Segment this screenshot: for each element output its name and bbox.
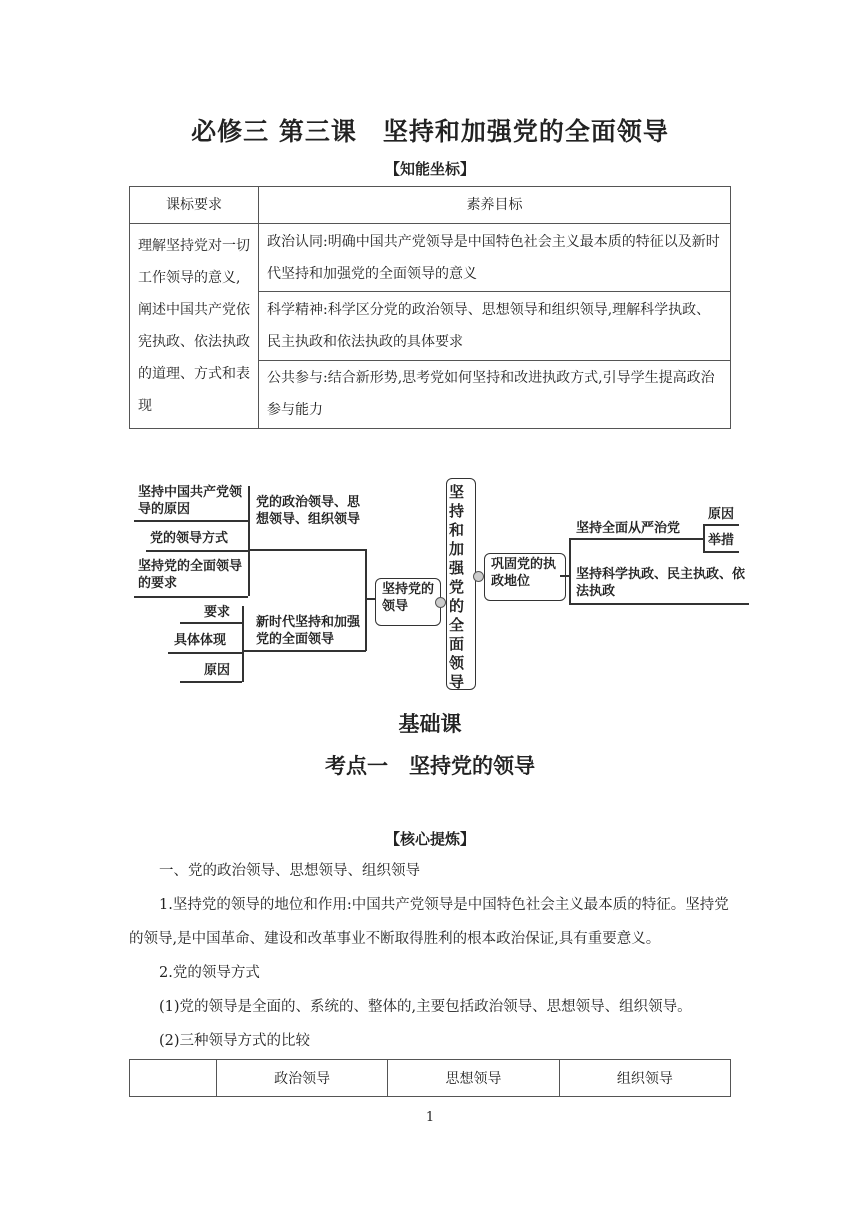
mm-item-measures: 举措 [708, 533, 735, 548]
goal-science: 科学精神:科学区分党的政治领导、思想领导和组织领导,理解科学执政、民主执政和依法执政的具体要求 [259, 292, 731, 360]
requirement-cell: 理解坚持党对一切工作领导的意义,阐述中国共产党依宪执政、依法执政的道理、方式和表现 [130, 224, 259, 429]
mm-sub-new-era: 新时代坚持和加强党的全面领导 [256, 615, 361, 647]
page-title: 必修三 第三课 坚持和加强党的全面领导 [191, 117, 669, 146]
objectives-table [129, 186, 731, 429]
page-number: 1 [425, 1110, 435, 1125]
para-heading-1: 一、党的政治领导、思想领导、组织领导 [159, 863, 420, 879]
mm-sub-scientific-governance: 坚持科学执政、民主执政、依法执政 [576, 567, 746, 599]
mm-item-reason2: 原因 [204, 663, 231, 678]
col-header-goals: 素养目标 [259, 187, 731, 224]
compare-table [129, 1059, 731, 1097]
compare-header-political: 政治领导 [217, 1060, 388, 1097]
para-4: (2)三种领导方式的比较 [159, 1033, 311, 1049]
para-1: 1.坚持党的领导的地位和作用:中国共产党领导是中国特色社会主义最本质的特征。坚持党的领导,是中国革命、建设和改革事业不断取得胜利的根本政治保证,具有重要意义。 [129, 897, 729, 947]
mm-item-req2: 要求 [204, 605, 231, 620]
mm-sub-strict-governance: 坚持全面从严治党 [576, 521, 681, 536]
para-3: (1)党的领导是全面的、系统的、整体的,主要包括政治领导、思想领导、组织领导。 [159, 999, 692, 1015]
mm-item-reason: 坚持中国共产党领导的原因 [138, 485, 243, 517]
section-basic: 基础课 [398, 712, 462, 736]
goal-participation: 公共参与:结合新形势,思考党如何坚持和改进执政方式,引导学生提高政治参与能力 [259, 360, 731, 428]
core-heading: 【核心提炼】 [384, 830, 475, 848]
section-point: 考点一 坚持党的领导 [325, 754, 535, 778]
compare-header-empty [130, 1060, 217, 1097]
para-2: 2.党的领导方式 [159, 965, 260, 981]
mm-branch-consolidate: 巩固党的执政地位 [484, 553, 566, 601]
mm-item-way: 党的领导方式 [150, 531, 229, 546]
mm-item-embodiment: 具体体现 [174, 633, 227, 648]
mm-center: 坚持和加强党的全面领导 [446, 478, 476, 690]
mm-item-requirement: 坚持党的全面领导的要求 [138, 559, 243, 591]
compare-header-organizational: 组织领导 [559, 1060, 730, 1097]
objectives-heading: 【知能坐标】 [384, 160, 475, 178]
mm-connector-dot-right [473, 571, 484, 582]
mm-sub-leadership-types: 党的政治领导、思想领导、组织领导 [256, 495, 361, 527]
col-header-requirements: 课标要求 [130, 187, 259, 224]
compare-header-ideological: 思想领导 [388, 1060, 559, 1097]
mm-branch-leadership: 坚持党的领导 [375, 578, 441, 626]
mm-connector-dot-left [435, 597, 446, 608]
goal-political: 政治认同:明确中国共产党领导是中国特色社会主义最本质的特征以及新时代坚持和加强党的全面领导的意义 [259, 224, 731, 292]
mm-item-reason-r: 原因 [708, 507, 735, 522]
